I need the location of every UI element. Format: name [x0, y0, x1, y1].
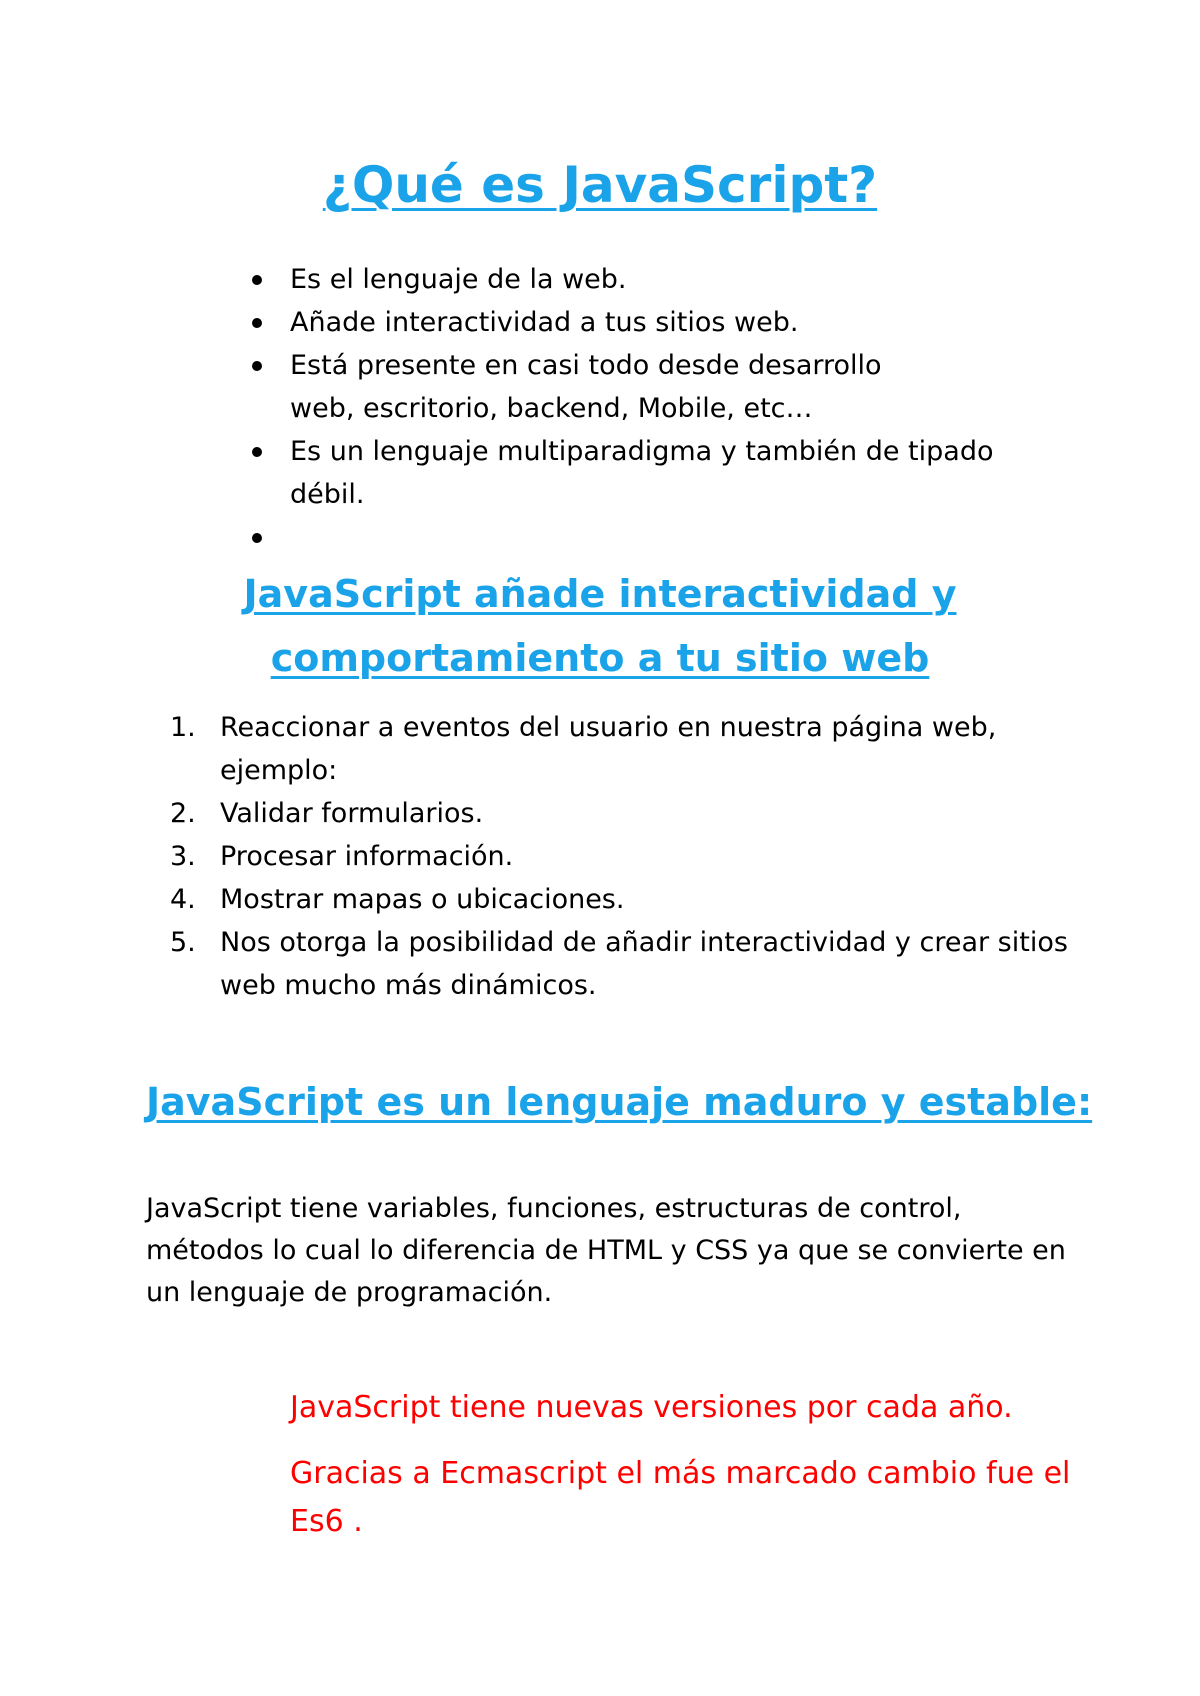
bullet-dot-icon	[252, 447, 262, 457]
highlight-text-versiones: JavaScript tiene nuevas versiones por cada año.	[290, 1390, 1013, 1425]
section-heading-maduro: JavaScript es un lenguaje maduro y estable:	[146, 1080, 1093, 1124]
numbered-list	[170, 706, 1070, 1007]
list-item	[248, 516, 1068, 559]
list-item-text: Nos otorga la posibilidad de añadir interactividad y crear sitios web mucho más dinámicos.	[220, 927, 1068, 1001]
list-item	[170, 706, 1020, 792]
list-item-number: 2.	[170, 798, 196, 829]
bullet-dot-icon	[252, 318, 262, 328]
list-item	[248, 258, 1068, 301]
bullet-dot-icon	[252, 275, 262, 285]
highlight-text-es6: Gracias a Ecmascript el más marcado cambio fue el Es6 .	[290, 1456, 1071, 1539]
list-item-text: Es el lenguaje de la web.	[290, 264, 627, 295]
list-item	[170, 835, 1070, 878]
list-item-number: 3.	[170, 841, 196, 872]
bullet-list	[248, 258, 1068, 559]
list-item-text: Validar formularios.	[220, 798, 484, 829]
list-item-text: Está presente en casi todo desde desarrollo web, escritorio, backend, Mobile, etc…	[290, 350, 882, 424]
bullet-dot-icon	[252, 361, 262, 371]
list-item-number: 5.	[170, 927, 196, 958]
list-item-number: 1.	[170, 712, 196, 743]
list-item-text: Reaccionar a eventos del usuario en nuestra página web, ejemplo:	[220, 712, 997, 786]
list-item-number: 4.	[170, 884, 196, 915]
list-item	[248, 301, 1068, 344]
list-item	[248, 344, 890, 430]
list-item-text: Procesar información.	[220, 841, 514, 872]
body-paragraph: JavaScript tiene variables, funciones, estructuras de control, métodos lo cual lo diferencia de HTML y CSS ya que se convierte en un lenguaje de programación.	[146, 1193, 1066, 1308]
list-item-text: Añade interactividad a tus sitios web.	[290, 307, 799, 338]
section-heading-line: JavaScript añade interactividad y	[243, 572, 957, 616]
list-item	[170, 792, 1070, 835]
bullet-dot-icon	[252, 533, 262, 543]
list-item	[170, 878, 1070, 921]
section-heading-line: comportamiento a tu sitio web	[270, 636, 930, 680]
list-item-text: Es un lenguaje multiparadigma y también de tipado débil.	[290, 436, 994, 510]
list-item	[248, 430, 1068, 516]
page-title: ¿Qué es JavaScript?	[322, 156, 878, 214]
list-item-text: Mostrar mapas o ubicaciones.	[220, 884, 625, 915]
list-item	[170, 921, 1100, 1007]
section-heading-interactividad	[0, 562, 1200, 690]
